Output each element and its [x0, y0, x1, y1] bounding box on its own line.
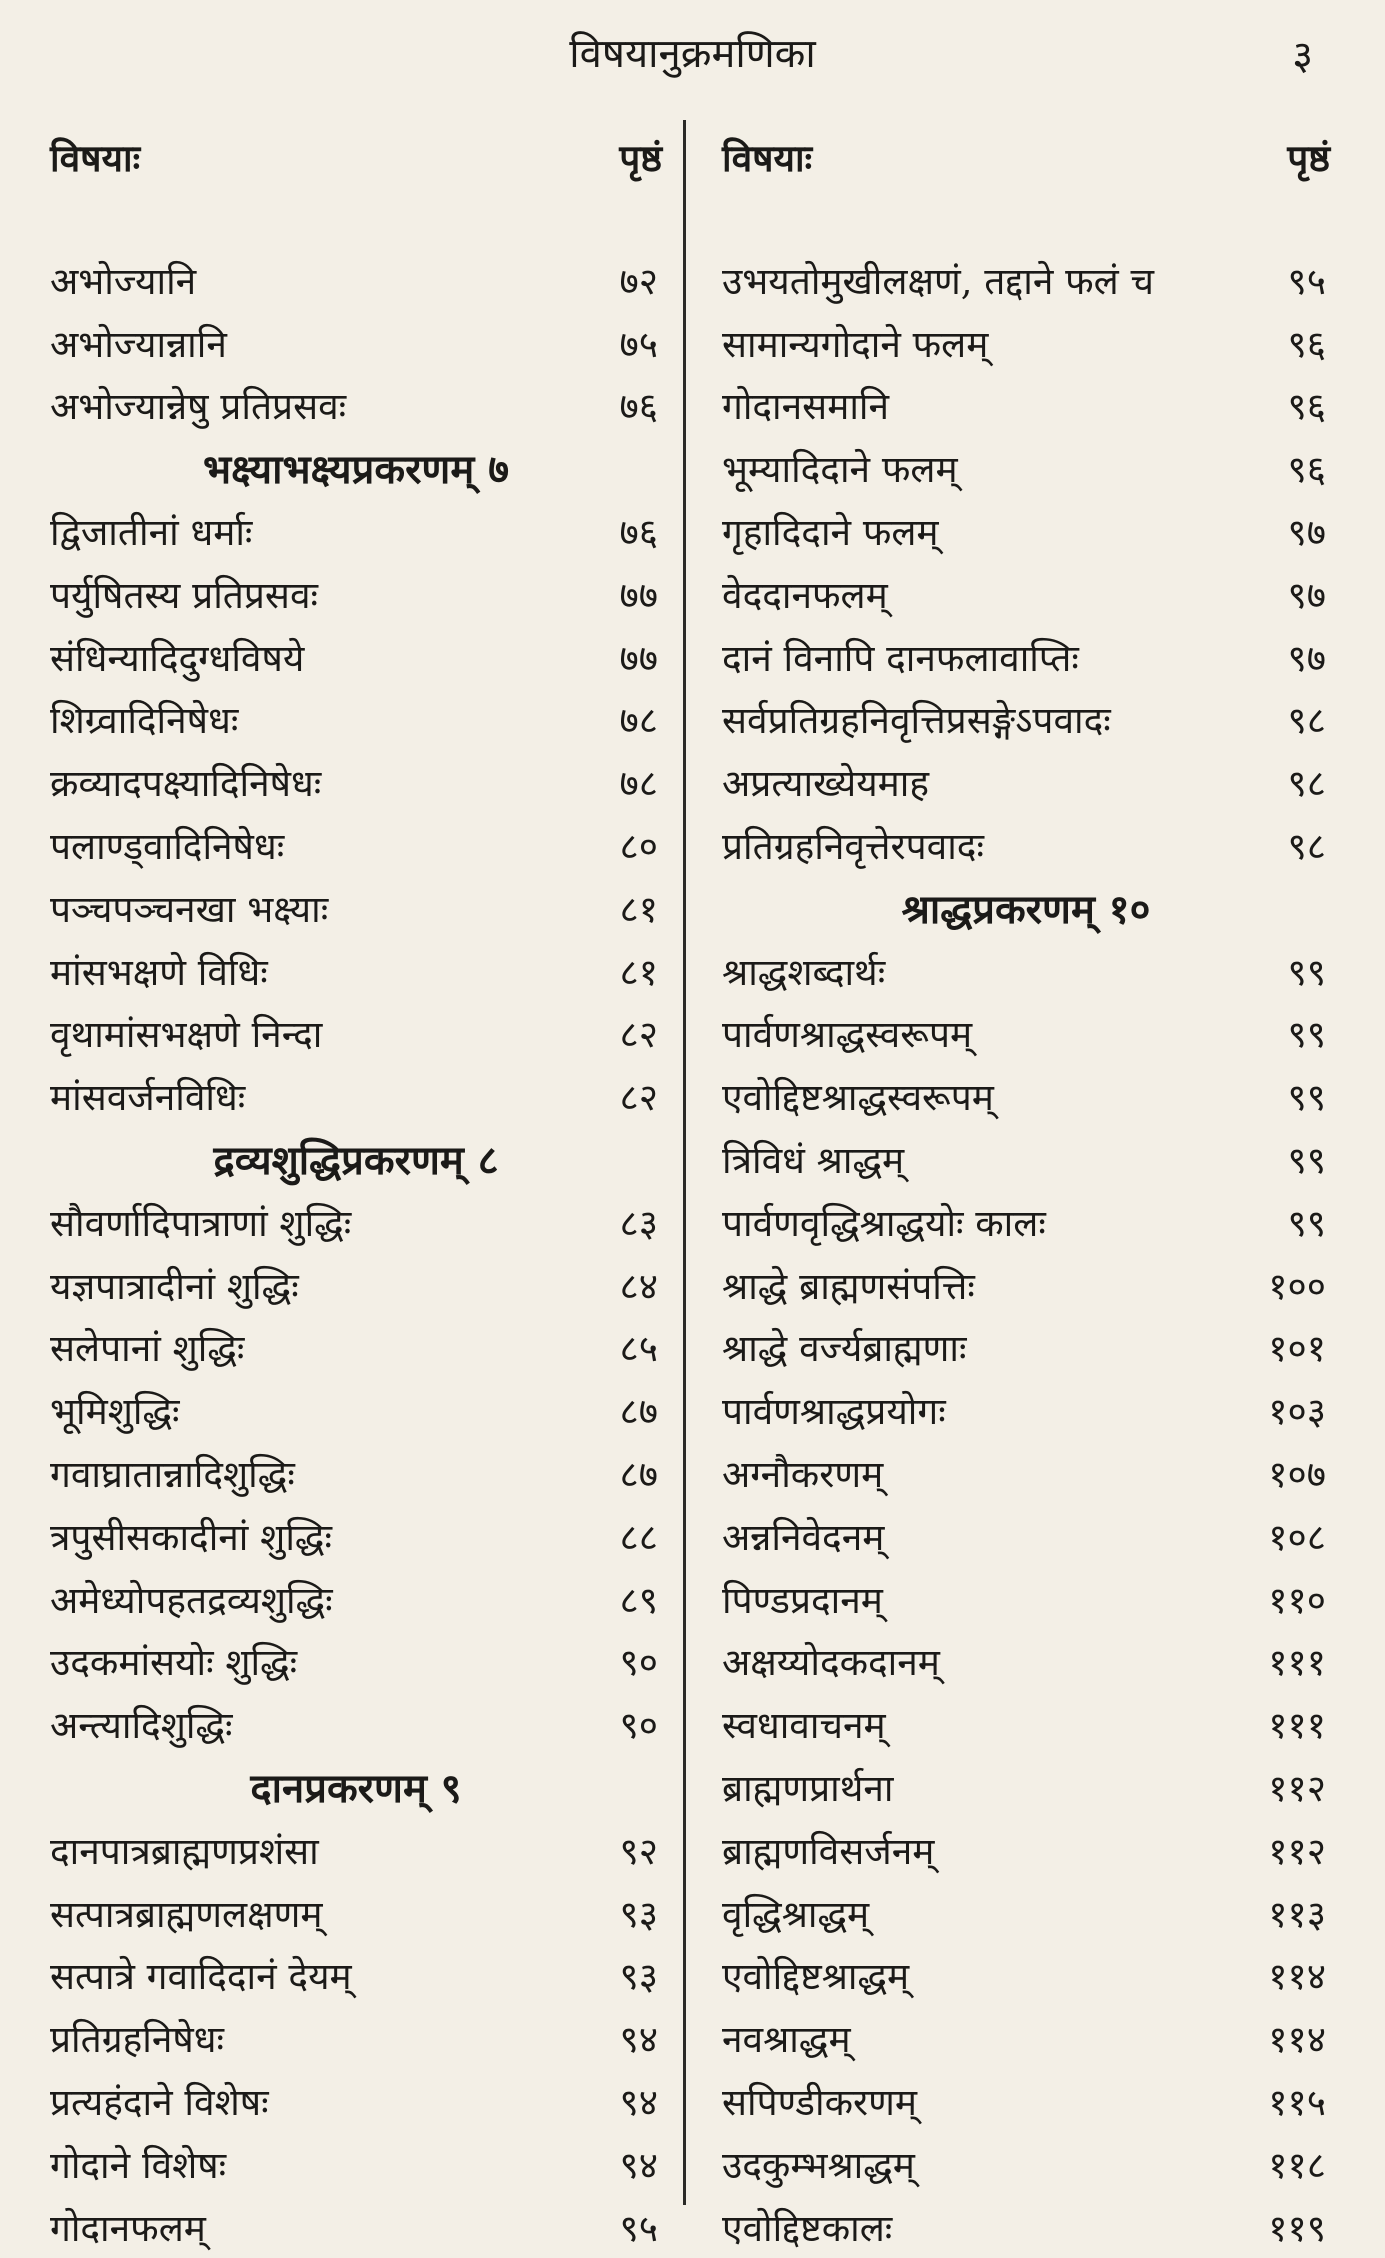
- entry-page: ७८: [619, 762, 658, 806]
- index-entry: [722, 1378, 1330, 1441]
- entry-subject: वृद्धिश्राद्धम्: [722, 1892, 870, 1936]
- section-title: द्रव्यशुद्धिप्रकरणम् ८: [213, 1137, 499, 1185]
- entry-page: १०३: [1268, 1390, 1326, 1434]
- subject-header: विषयाः: [50, 135, 141, 180]
- entry-page: ९५: [1287, 259, 1326, 303]
- index-entry: [50, 1881, 662, 1944]
- index-entry: [50, 1567, 662, 1630]
- entry-subject: एवोद्दिष्टश्राद्धस्वरूपम्: [722, 1076, 994, 1120]
- entry-subject: त्रिविधं श्राद्धम्: [722, 1139, 905, 1183]
- index-entry: [50, 248, 662, 311]
- index-entry: [722, 248, 1330, 311]
- entry-subject: त्रपुसीसकादीनां शुद्धिः: [50, 1515, 332, 1559]
- entry-subject: द्विजातीनां धर्माः: [50, 511, 253, 555]
- entry-subject: सलेपानां शुद्धिः: [50, 1327, 245, 1371]
- index-entry: [722, 1441, 1330, 1504]
- index-entry: [50, 1630, 662, 1693]
- entry-page: ७६: [619, 511, 658, 555]
- entry-subject: अभोज्यानि: [50, 259, 197, 303]
- index-entry: [50, 750, 662, 813]
- index-entry: [50, 1504, 662, 1567]
- index-entry: [722, 499, 1330, 562]
- index-entry: [50, 1692, 662, 1755]
- entry-page: ९७: [1287, 573, 1326, 617]
- entry-page: १०१: [1268, 1327, 1326, 1371]
- entry-subject: शिग्र्वादिनिषेधः: [50, 699, 239, 743]
- index-entry: [50, 2069, 662, 2132]
- entry-page: ९९: [1287, 950, 1326, 994]
- entry-subject: गवाघ्रातान्नादिशुद्धिः: [50, 1453, 295, 1497]
- entry-page: १००: [1268, 1264, 1326, 1308]
- index-entry: [50, 688, 662, 751]
- entry-page: ८९: [619, 1578, 658, 1622]
- entry-page: ८२: [619, 1013, 658, 1057]
- entry-page: ८३: [619, 1201, 658, 1245]
- index-entry: [722, 1064, 1330, 1127]
- entry-subject: पर्युषितस्य प्रतिप्रसवः: [50, 573, 318, 617]
- index-entry: [722, 2006, 1330, 2069]
- entry-subject: अग्नौकरणम्: [722, 1453, 884, 1497]
- entry-page: ९६: [1287, 322, 1326, 366]
- entry-page: ८०: [619, 825, 658, 869]
- entry-page: ८२: [619, 1076, 658, 1120]
- page-header: पृष्ठं: [619, 135, 662, 180]
- index-entry: [50, 311, 662, 374]
- index-entry: [50, 499, 662, 562]
- index-entry: [50, 939, 662, 1002]
- entry-page: ८५: [619, 1327, 658, 1371]
- entry-page: ९६: [1287, 385, 1326, 429]
- entry-subject: यज्ञपात्रादीनां शुद्धिः: [50, 1264, 299, 1308]
- index-entry: [50, 2195, 662, 2258]
- entry-subject: उदकमांसयोः शुद्धिः: [50, 1641, 298, 1685]
- index-entry: [722, 1755, 1330, 1818]
- entry-page: ९५: [619, 2206, 658, 2250]
- entry-subject: गोदानसमानि: [722, 385, 890, 429]
- entry-page: ९९: [1287, 1076, 1326, 1120]
- entry-page: ९३: [619, 1955, 658, 1999]
- column-header: [50, 120, 662, 192]
- entry-page: ८७: [619, 1390, 658, 1434]
- entry-subject: गृहादिदाने फलम्: [722, 511, 939, 555]
- entry-page: ८७: [619, 1453, 658, 1497]
- entry-page: १०८: [1268, 1515, 1326, 1559]
- index-entry: [722, 1504, 1330, 1567]
- entry-subject: अक्षय्योदकदानम्: [722, 1641, 940, 1685]
- index-entry: [722, 2069, 1330, 2132]
- entry-subject: उभयतोमुखीलक्षणं, तद्दाने फलं च: [722, 259, 1155, 303]
- index-entry: [722, 1692, 1330, 1755]
- entry-subject: दानं विनापि दानफलावाप्तिः: [722, 636, 1079, 680]
- entry-subject: पार्वणश्राद्धस्वरूपम्: [722, 1013, 973, 1057]
- entry-subject: नवश्राद्धम्: [722, 2018, 851, 2062]
- entry-subject: पिण्डप्रदानम्: [722, 1578, 883, 1622]
- index-entry: [50, 1002, 662, 1065]
- index-entry: [722, 2132, 1330, 2195]
- index-entry: [722, 1190, 1330, 1253]
- entry-page: ७७: [619, 573, 658, 617]
- entry-page: ९४: [619, 2143, 658, 2187]
- index-entry: [722, 374, 1330, 437]
- index-entry: [722, 1127, 1330, 1190]
- entry-subject: मांसभक्षणे विधिः: [50, 950, 268, 994]
- entry-subject: पञ्चपञ्चनखा भक्ष्याः: [50, 887, 329, 931]
- section-heading: [50, 1755, 662, 1818]
- entry-page: ७५: [619, 322, 658, 366]
- index-entry: [50, 625, 662, 688]
- entry-subject: अन्ननिवेदनम्: [722, 1515, 885, 1559]
- entry-page: ९७: [1287, 511, 1326, 555]
- entry-subject: गोदानफलम्: [50, 2206, 206, 2250]
- entry-subject: सत्पात्रे गवादिदानं देयम्: [50, 1955, 352, 1999]
- index-entry: [50, 562, 662, 625]
- entry-page: ११३: [1268, 1892, 1326, 1936]
- index-entry: [722, 939, 1330, 1002]
- entry-subject: क्रव्यादपक्ष्यादिनिषेधः: [50, 762, 322, 806]
- entry-subject: सामान्यगोदाने फलम्: [722, 322, 989, 366]
- entry-subject: अन्त्यादिशुद्धिः: [50, 1704, 233, 1748]
- entry-page: ९९: [1287, 1013, 1326, 1057]
- entry-page: ९०: [619, 1704, 658, 1748]
- entry-subject: श्राद्धे ब्राह्मणसंपत्तिः: [722, 1264, 975, 1308]
- entry-subject: सपिण्डीकरणम्: [722, 2081, 917, 2124]
- entry-subject: वेददानफलम्: [722, 573, 888, 617]
- entry-subject: पलाण्ड्वादिनिषेधः: [50, 825, 285, 869]
- index-entry: [722, 1944, 1330, 2007]
- entry-page: ११९: [1268, 2206, 1326, 2250]
- left-column: [50, 120, 662, 2258]
- entry-list: [722, 248, 1330, 2258]
- entry-subject: अभोज्यान्नेषु प्रतिप्रसवः: [50, 385, 347, 429]
- index-entry: [722, 625, 1330, 688]
- entry-subject: श्राद्धे वर्ज्यब्राह्मणाः: [722, 1327, 967, 1371]
- entry-page: ११२: [1268, 1829, 1326, 1873]
- entry-page: १११: [1268, 1641, 1326, 1685]
- index-entry: [50, 1944, 662, 2007]
- entry-page: ९९: [1287, 1201, 1326, 1245]
- section-title: दानप्रकरणम् ९: [250, 1765, 462, 1813]
- index-entry: [50, 1441, 662, 1504]
- section-heading: [50, 1127, 662, 1190]
- entry-page: ९६: [1287, 448, 1326, 492]
- page-header: पृष्ठं: [1287, 135, 1330, 180]
- entry-page: ८८: [619, 1515, 658, 1559]
- entry-subject: मांसवर्जनविधिः: [50, 1076, 246, 1120]
- entry-page: १०७: [1268, 1453, 1326, 1497]
- entry-page: ८१: [619, 887, 658, 931]
- index-entry: [722, 688, 1330, 751]
- entry-subject: भूमिशुद्धिः: [50, 1390, 180, 1434]
- entry-subject: सत्पात्रब्राह्मणलक्षणम्: [50, 1892, 323, 1936]
- index-entry: [722, 1002, 1330, 1065]
- entry-subject: एवोद्दिष्टकालः: [722, 2206, 893, 2250]
- index-entry: [50, 2132, 662, 2195]
- index-entry: [722, 1316, 1330, 1379]
- entry-subject: सौवर्णादिपात्राणां शुद्धिः: [50, 1201, 352, 1245]
- index-entry: [50, 1064, 662, 1127]
- entry-subject: दानपात्रब्राह्मणप्रशंसा: [50, 1829, 319, 1873]
- entry-page: ७७: [619, 636, 658, 680]
- entry-subject: पार्वणवृद्धिश्राद्धयोः कालः: [722, 1201, 1046, 1245]
- entry-page: ११०: [1268, 1578, 1326, 1622]
- index-entry: [50, 1190, 662, 1253]
- entry-subject: प्रत्यहंदाने विशेषः: [50, 2081, 269, 2124]
- index-entry: [722, 813, 1330, 876]
- entry-subject: अभोज्यान्नानि: [50, 322, 227, 366]
- entry-page: ८४: [619, 1264, 658, 1308]
- entry-subject: ब्राह्मणप्रार्थना: [722, 1767, 894, 1811]
- entry-subject: संधिन्यादिदुग्धविषये: [50, 636, 305, 680]
- index-entry: [50, 2006, 662, 2069]
- index-entry: [50, 1253, 662, 1316]
- entry-page: ११२: [1268, 1767, 1326, 1811]
- entry-page: ७२: [619, 259, 658, 303]
- entry-page: ९८: [1287, 762, 1326, 806]
- entry-page: ७६: [619, 385, 658, 429]
- index-entry: [722, 1253, 1330, 1316]
- index-entry: [50, 1818, 662, 1881]
- entry-page: ९२: [619, 1829, 658, 1873]
- index-entry: [722, 562, 1330, 625]
- entry-subject: अप्रत्याख्येयमाह: [722, 762, 930, 806]
- entry-subject: अमेध्योपहतद्रव्यशुद्धिः: [50, 1578, 333, 1622]
- entry-subject: एवोद्दिष्टश्राद्धम्: [722, 1955, 910, 1999]
- subject-header: विषयाः: [722, 135, 813, 180]
- section-title: श्राद्धप्रकरणम् १०: [901, 885, 1151, 933]
- index-entry: [722, 1630, 1330, 1693]
- entry-page: ९४: [619, 2081, 658, 2124]
- entry-subject: ब्राह्मणविसर्जनम्: [722, 1829, 935, 1873]
- entry-page: ९४: [619, 2018, 658, 2062]
- index-entry: [50, 876, 662, 939]
- entry-page: ११४: [1268, 1955, 1326, 1999]
- index-entry: [50, 374, 662, 437]
- entry-page: ९७: [1287, 636, 1326, 680]
- index-entry: [722, 2195, 1330, 2258]
- entry-subject: वृथामांसभक्षणे निन्दा: [50, 1013, 323, 1057]
- entry-subject: गोदाने विशेषः: [50, 2143, 227, 2187]
- entry-subject: उदकुम्भश्राद्धम्: [722, 2143, 915, 2187]
- column-divider: [683, 120, 686, 2205]
- entry-page: ९०: [619, 1641, 658, 1685]
- entry-page: १११: [1268, 1704, 1326, 1748]
- index-entry: [722, 1881, 1330, 1944]
- entry-subject: सर्वप्रतिग्रहनिवृत्तिप्रसङ्गेऽपवादः: [722, 699, 1111, 743]
- entry-subject: श्राद्धशब्दार्थः: [722, 950, 886, 994]
- index-entry: [722, 750, 1330, 813]
- section-heading: [50, 436, 662, 499]
- page-number: ३: [1292, 33, 1313, 79]
- right-column: [722, 120, 1330, 2258]
- entry-list: [50, 248, 662, 2258]
- index-entry: [50, 1378, 662, 1441]
- index-entry: [50, 813, 662, 876]
- entry-page: ११५: [1268, 2081, 1326, 2124]
- index-entry: [50, 1316, 662, 1379]
- entry-subject: भूम्यादिदाने फलम्: [722, 448, 958, 492]
- entry-page: ९८: [1287, 825, 1326, 869]
- entry-page: ९३: [619, 1892, 658, 1936]
- entry-subject: प्रतिग्रहनिवृत्तेरपवादः: [722, 825, 984, 869]
- entry-page: ११४: [1268, 2018, 1326, 2062]
- index-entry: [722, 436, 1330, 499]
- column-header: [722, 120, 1330, 192]
- index-entry: [722, 1567, 1330, 1630]
- entry-subject: पार्वणश्राद्धप्रयोगः: [722, 1390, 946, 1434]
- entry-page: ८१: [619, 950, 658, 994]
- entry-page: ११८: [1268, 2143, 1326, 2187]
- section-heading: [722, 876, 1330, 939]
- entry-page: ७८: [619, 699, 658, 743]
- entry-page: ९९: [1287, 1139, 1326, 1183]
- index-entry: [722, 1818, 1330, 1881]
- section-title: भक्ष्याभक्ष्यप्रकरणम् ७: [202, 446, 509, 494]
- entry-subject: स्वधावाचनम्: [722, 1704, 886, 1748]
- running-head: विषयानुक्रमणिका: [569, 31, 816, 77]
- entry-page: ९८: [1287, 699, 1326, 743]
- entry-subject: प्रतिग्रहनिषेधः: [50, 2018, 224, 2062]
- index-entry: [722, 311, 1330, 374]
